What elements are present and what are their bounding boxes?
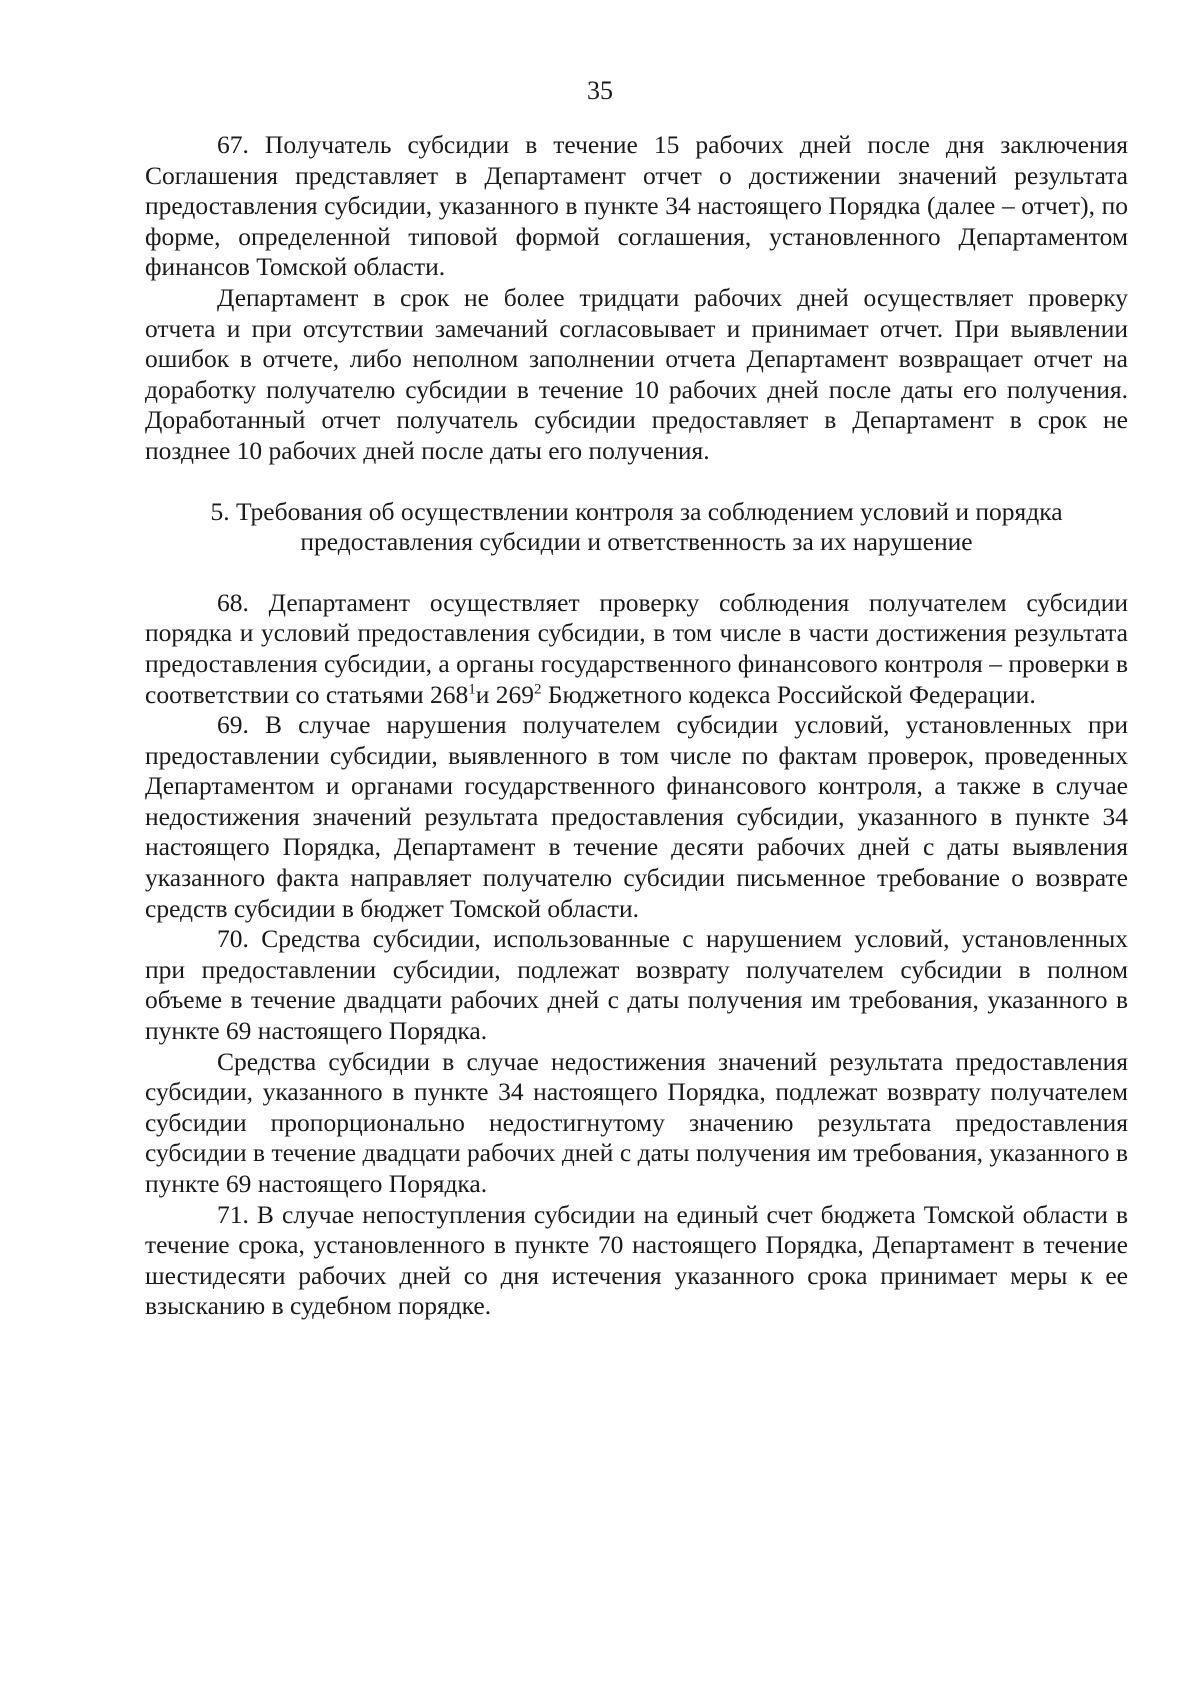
- paragraph-68-text-2: и 269: [475, 679, 535, 709]
- document-body: [145, 130, 1128, 1322]
- paragraph-68-superscript-1: 1: [468, 681, 476, 697]
- paragraph-68: [145, 588, 1128, 710]
- section-heading-line-2: предоставления субсидии и ответственность за их нарушение: [300, 527, 973, 557]
- paragraph-69: 69. В случае нарушения получателем субсидии условий, установленных при предоставлении субсидии, выявленного в том числе по фактам проверок, проведенных Департаментом и органами государственного финансового контроля, а также в случае недостижения значений результата предоставления субсидии, указанного в пункте 34 настоящего Порядка, Департамент в течение десяти рабочих дней с даты выявления указанного факта направляет получателю субсидии письменное требование о возврате средств субсидии в бюджет Томской области.: [145, 710, 1128, 923]
- paragraph-67: 67. Получатель субсидии в течение 15 рабочих дней после дня заключения Соглашения представляет в Департамент отчет о достижении значений результата предоставления субсидии, указанного в пункте 34 настоящего Порядка (далее – отчет), по форме, определенной типовой формой соглашения, установленного Департаментом финансов Томской области.: [145, 130, 1128, 282]
- paragraph-67-continued: Департамент в срок не более тридцати рабочих дней осуществляет проверку отчета и при отсутствии замечаний согласовывает и принимает отчет. При выявлении ошибок в отчете, либо неполном заполнении отчета Департамент возвращает отчет на доработку получателю субсидии в течение 10 рабочих дней после даты его получения. Доработанный отчет получатель субсидии предоставляет в Департамент в срок не позднее 10 рабочих дней после даты его получения.: [145, 282, 1128, 465]
- paragraph-68-text-3: Бюджетного кодекса Российской Федерации.: [541, 679, 1036, 709]
- paragraph-71: 71. В случае непоступления субсидии на единый счет бюджета Томской области в течение срока, установленного в пункте 70 настоящего Порядка, Департамент в течение шестидесяти рабочих дней со дня истечения указанного срока принимает меры к ее взысканию в судебном порядке.: [145, 1199, 1128, 1321]
- paragraph-68-superscript-2: 2: [534, 681, 542, 697]
- section-heading: [145, 497, 1128, 558]
- paragraph-68-text-1: 68. Департамент осуществляет проверку соблюдения получателем субсидии порядка и условий предоставления субсидии, в том числе в части достижения результата предоставления субсидии, а органы государственного финансового контроля – проверки в соответствии со статьями 268: [145, 587, 1128, 709]
- paragraph-70: 70. Средства субсидии, использованные с нарушением условий, установленных при предоставлении субсидии, подлежат возврату получателем субсидии в полном объеме в течение двадцати рабочих дней с даты получения им требования, указанного в пункте 69 настоящего Порядка.: [145, 924, 1128, 1046]
- paragraph-70-continued: Средства субсидии в случае недостижения значений результата предоставления субсидии, указанного в пункте 34 настоящего Порядка, подлежат возврату получателем субсидии пропорционально недостигнутому значению результата предоставления субсидии в течение двадцати рабочих дней с даты получения им требования, указанного в пункте 69 настоящего Порядка.: [145, 1046, 1128, 1198]
- section-heading-line-1: 5. Требования об осуществлении контроля за соблюдением условий и порядка: [210, 496, 1063, 526]
- page-number: 35: [587, 76, 613, 105]
